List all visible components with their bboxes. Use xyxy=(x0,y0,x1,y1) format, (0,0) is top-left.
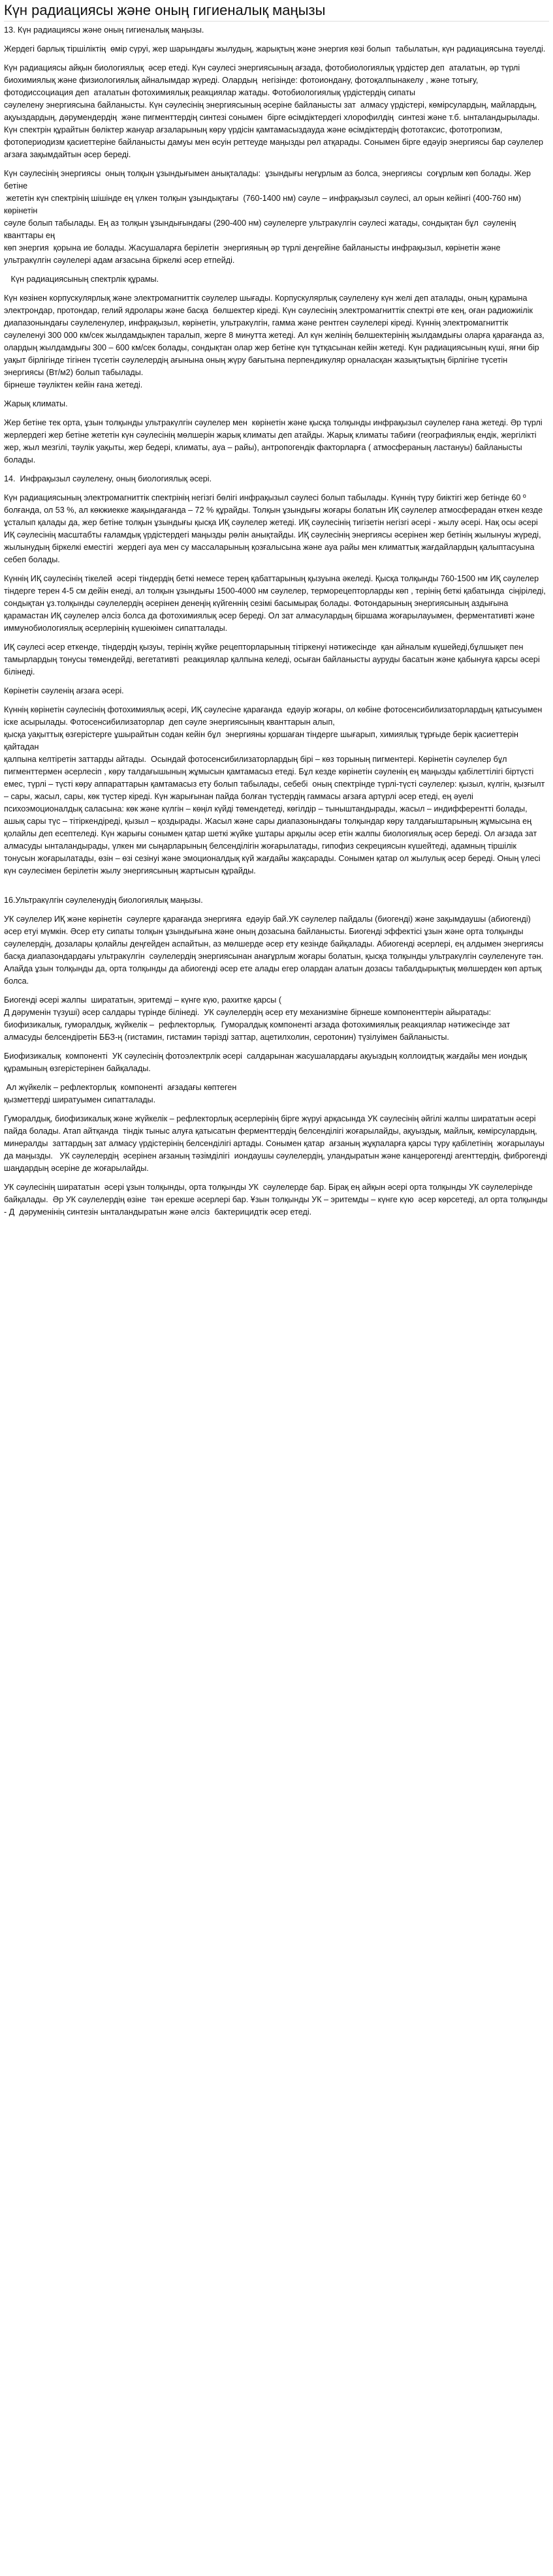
paragraph: ИҚ сәулесі әсер еткенде, тіндердің қызуы, терінің жүйке рецепторларының тітіркенуі нәтижесінде қан айналым күшейеді,бұлшықет пен тамырлардың тонусы төмендейді, вегетативті реакциялар қалпына келеді, осыған байланысты ауруды басатын және қабынуға қарсы әсері білінеді. xyxy=(4,643,543,676)
paragraph: Жарық климаты. xyxy=(4,399,68,408)
paragraph: Күн сәулесінің энергиясы оның толқын ұзындығымен анықталады: ұзындығы неғұрлым аз болса, энергиясы соғұрлым көп болады. Жер бетіне жететін күн спектрінің шішінде ең үлкен толқын ұзындықтағы (760-1400 нм) сәуле – инфрақызыл сәулесі, ал орын кейінгі (400-760 нм) көрінетін сәуле болып табылады. Ең аз толқын ұзындығындағы (290-400 нм) сәулелерге ультракүлгін сәулесі жатады, сондықтан бұл сәуленің кванттары ең көп энергия қорына ие болады. Жасушаларға берілетін энергияның әр түрлі деңгейіне байланысты инфрақызыл, көрінетін және ультракүлгін сәулелері адам ағзасына біркелкі әсер етпейді. xyxy=(4,169,531,265)
section-spacer xyxy=(4,884,549,894)
paragraph: 14. Инфрақызыл сәулелену, оның биологиялық әсері. xyxy=(4,474,212,483)
paragraph: Күннің көрінетін сәулесінің фотохимиялық әсері, ИҚ сәулесіне қарағанда едәуір жоғары, ол көбіне фотосенсибилизаторлардың қатысуымен іске асырылады. Фотосенсибилизаторлар деп сәуле энергиясының кванттарын алып, қысқа уақыттық өзгерістерге ұшырайтын содан кейін бұл энергияны қоршаған тіндерге шығарып, химиялық тұрғыде берік қасиеттерін қайтадан қалпына келтіретін заттарды айтады. Осындай фотосенсибилизаторлардың бірі – көз торының пигментері. Көрінетін сәулелер бұл пигменттермен әсерлесіп , көру талдағышының жұмысын қамтамасыз етеді. Бұл кезде көрінетін сәуленің ең маңызды қабілеттілігі біртүсті емес, түрлі – түсті көру аппараттарын қамтамасыз ету болып табылады, себебі оның спектрінде түрлі-түсті сәулелер: қызыл, күлгін, қызғылт – сары, жасыл, сары, көк түстер кіреді. Күн жарығынан пайда болған түстердің гаммасы ағзаға артүрлі әсер етеді, ең әуелі психоэмоционалдық саласына: көк және күлгін – көңіл күйді төмендетеді, көгілдір – тыныштандырады, жасыл – индифферентті болады, ашық сары түс – тітіркендіреді, қызыл – қоздырады. Жасыл және сары диапазонындағы толқындар көру талдағыштарының жұмысына ең қолайлы деп есептеледі. Күн жарығы сонымен қатар шеткі жүйке ұштары арқылы әсер етін жалпы биологиялық әсер береді. Ол ағзада зат алмасуды ынталандырады, үлкен ми сыңарларының белсенділігін жоғарылатады, гипофиз секрециясын күшейтеді, адамның тіршілік тонусын жоғарылатады, өзін – өзі сезінуі және эмоционалдық күй жағдайы жақсарады. Сонымен қатар ол жылулық әсер береді. Оның үлесі күн сәулесімен берілетін жылу энергиясының жартысын құрайды. xyxy=(4,705,545,875)
section-heading: 13. Күн радиациясы және оның гигиеналық маңызы. xyxy=(4,25,204,35)
paragraph: Ал жүйкелік – рефлекторлық компоненті ағзадағы көптеген қызметтерді ширатуымен сипатталады. xyxy=(4,1083,237,1104)
paragraph: Жер бетіне тек орта, ұзын толқынды ультракүлгін сәулелер мен көрінетін және қысқа толқынды инфрақызыл сәулелер ғана жетеді. Әр түрлі жерлердегі жер бетіне жететін күн сәулесінің мөлшерін жарық климаты деп атайды. Жарық климаты табиғи (географиялық ендік, жергілікті жер, жыл мезгілі, тәулік уақыты, жер бедері, климаты, ауа – райы), антропогендік факторларға ( атмосфераның ластануы) байланысты болады. xyxy=(4,418,545,464)
paragraph: Биофизикалық компоненті УК сәулесінің фотоэлектрлік әсері салдарынан жасушалардағы ақуыздың коллоидтық жағдайы мен иондық құрамының өзгерістерінен байқалады. xyxy=(4,1052,529,1073)
paragraph: Күн радиациясы айқын биологиялық әсер етеді. Күн сәулесі энергиясының ағзада, фотобиологиялық үрдістер деп аталатын, әр түрлі биохимиялық және физиологиялық айналымдар жүреді. Олардың негізінде: фотоиондану, фотоқалпынакелу , және тотығу, фотодиссоциация деп аталатын фотохимиялық реакциялар жатады. Фотобиологиялық үрдістердің сипаты сәулелену энергиясына байланысты. Күн сәулесінің энергиясының әсеріне байланысты зат алмасу үрдістері, көмірсулардың, майлардың, ақуыздардың, дәрумендердің және пигменттердің синтезі сонымен бірге өсімдіктердегі хлорофилдің синтезі және т.б. ынталандырылады. Күн спектрін құрайтын бөліктер жануар ағзаларының көру үрдісін қамтамасыздауда және өсімдіктердің фототаксис, фототропизм, фотопериодизм қасиеттеріне байланысты дамуы мен өсуін реттеуде маңызды рөл атқарады. Сонымен бірге едәуір энергиясы бар сәулелер ағзаға зақымдайтын әсер береді. xyxy=(4,63,543,159)
paragraph: Биогенді әсері жалпы ширататын, эритемді – күнге күю, рахитке қарсы ( Д дәруменін түзуші) әсер салдары түрінде білінеді. УК сәулелердің әсер ету механизміне бірнеше компоненттерін айыратады: биофизикалық, гуморалдық, жүйкелік – рефлекторлық. Гуморалдық компоненті ағзада фотохимиялық реакциялар нәтижесінде зат алмасуды белсендіретін ББЗ-ң (гистамин, гистамин тәрізді заттар, ацетилхолин, серотонин) түзілуімен байланысты. xyxy=(4,995,511,1042)
paragraph: Гуморалдық, биофизикалық және жүйкелік – рефлекторлық әсерлерінің бірге жүруі арқасында УК сәулесінің әйгілі жалпы ширататын әсері пайда болады. Атап айтқанда тіндік тыныс алуға қатысатын ферменттердің белсенділігі жоғарылайды, ақуыздық, майлық, көмірсулардың, минералды заттардың зат алмасу үрдістерінің белсенділігі артады. Сонымен қатар ағзаның жұқпаларға қарсы түру қабілетінің жоғарылауы да маңызды. УК сәулелердің әсерінен ағзаның тәзімділігі иондаушы сәулелердің, уландыратын және канцерогенді агенттердің, фиброгенді шаңдардың әсеріне де жоғарылайды. xyxy=(4,1114,548,1173)
paragraph: Күн радиациясының электромагниттік спектрінің негізгі бөлігі инфрақызыл сәулесі болып табылады. Күннің түру биіктігі жер бетінде 60 º болғанда, ол 53 %, ал көкжиекке жақындағанда – 72 % құрайды. Толқын ұзындығы жоғары болатын ИҚ сәулелер атмосферадан өткен кезде ұсталып қалады да, жер бетіне толқын ұзындығы қысқа ИҚ сәулелер жетеді. ИҚ сәулесінің тигізетін негізгі әсері - жылу әсері. Нақ осы әсері ИҚ сәулесінің масштабты ғаламдық үрдістердегі маңызды рөлін анықтайды. ИҚ сәулесінің энергиясы әсерінен жер бетінің жылынуы жүреді, жылынудың біркелкі еместігі жердегі ауа мен су массаларының қозғалысына және ауа райы мен климаттық жағдайлардың қалыптасуына себеп болады. xyxy=(4,493,545,564)
document-page xyxy=(0,0,553,1232)
paragraph: Көрінетін сәуленің ағзаға әсері. xyxy=(4,686,124,695)
page-title: Күн радиациясы және оның гигиеналық маңызы xyxy=(4,1,549,22)
paragraph: Күн көзінен корпускулярлық және электромагниттік сәулелер шығады. Корпускулярлық сәулелену күн желі деп аталады, оның құрамына электрондар, протондар, гелий ядролары және басқа бөлшектер кіреді. Күн сәулесінің электромагниттік спектрі өте кең, оған радиожиілік диапазонындағы сәулеленулер, инфрақызыл, көрінетін, ультракүлгін, гамма және рентген сәулелері кіреді. Күннің электромагниттік сәулеленуі 300 000 км/сек жылдамдықпен таралып, жерге 8 минутта жетеді. Ал күн желінің бөлшектерінің жылдамдығы оларға қарағанда аз, олардың жылдамдығы 300 – 600 км/сек болады, сондықтан олар жер бетіне күн тұтқасынан кейін жетеді. Күн радиациясының күші, яғни бір уақыт бірлігінде тігінен түсетін сәулелердің ағынына оның жүру бағытына перпендикуляр орналасқан жазықтықтың бірлігіне түсетін энергиясы (Вт/м2) болып табылады. бірнеше тәуліктен кейін ғана жетеді. xyxy=(4,294,545,389)
paragraph: УК сәулелер ИҚ және көрінетін сәулерге қарағанда энергияға едәуір бай.УК сәулелер пайдалы (биогенді) және зақымдаушы (абиогенді) әсер етуі мүмкін. Әсер ету сипаты толқын ұзындығына және оның дозасына байланысты. Биогенді эффектісі ұзын және орта толқынды сәулелердің, дозалары қолайлы деңгейден аспайтын, аз мөлшерде әсер ету кезінде байқалады. Абиогенді әсерлері, ең алдымен энергиясы басқа диапазондардағы ультракүлгін сәулелердің энергиясынан анағұрлым жоғары болатын, қысқа толқынды ультракүлгін сәулеленуге тән. Алайда ұзын толқынды да, орта толқынды да абиогенді әсер ете алады егер олардан алатын дозасы табалдырықтық мөлшерден көп артық болса. xyxy=(4,915,546,986)
document-content xyxy=(4,24,549,1219)
paragraph: УК сәулесінің ширататын әсері ұзын толқынды, орта толқынды УК сәулелерде бар. Бірақ ең айқын әсері орта толқынды УК сәулелерінде байқалады. Әр УК сәулелердің өзіне тән ерекше әсерлері бар. Ұзын толқынды УК – эритемды – күнге күю әсер көрсетеді, ал орта толқынды - Д дәруменінің синтезін ынталандыратын және әлсіз бактерицидтік әсер етеді. xyxy=(4,1183,550,1217)
paragraph: Күннің ИҚ сәулесінің тікелей әсері тіндердің беткі немесе терең қабаттарының қызуына әкеледі. Қысқа толқынды 760-1500 нм ИҚ сәулелер тіндерге терен 4-5 см дейін енеді, ал толқын ұзындығы 1500-4000 нм сәулелер, терморецепторларды көп , терінің беткі қабатында сіңіріледі, сондықтан ұз.толқынды сәулелердің әсерінен денеңің күйгеннің сезімі басымырақ болады. Фотондарының энергиясының аздығына қарамастан ИҚ сәулелер әлсіз болса да фотохимиялық әсер береді. Ол зат алмасулардың біршама жоғарылауымен, ферментативті және иммунобиологиялық әсерлерінің күшеюімен сипатталады. xyxy=(4,574,546,633)
paragraph: Жердегі барлық тіршіліктің өмір сүруі, жер шарындағы жылудың, жарықтың және энергия көзі болып табылатын, күн радиациясына тәуелді. xyxy=(4,44,546,53)
paragraph: Күн радиациясының спектрлік құрамы. xyxy=(4,275,159,284)
paragraph: 16.Ультракүлгін сәулеленудің биологиялық маңызы. xyxy=(4,896,203,905)
